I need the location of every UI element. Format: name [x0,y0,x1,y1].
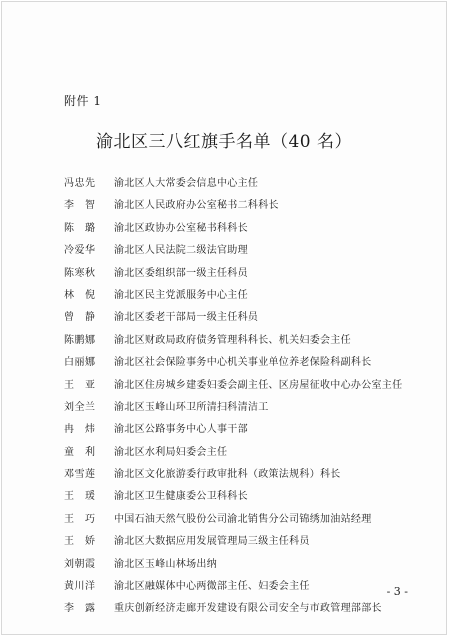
document-page [1,1,447,635]
list-item [64,352,424,374]
honoree-name: 王 娇 [64,536,96,548]
honoree-position: 渝北区融媒体中心两微部主任、妇委会主任 [114,581,310,593]
list-item [64,173,424,195]
honoree-name: 冯忠先 [64,178,96,189]
honoree-name: 陈 璐 [64,222,96,234]
honoree-name: 邓雪莲 [64,469,96,481]
honoree-position: 渝北区住房城乡建委妇委会副主任、区房屋征收中心办公室主任 [114,379,403,391]
list-item [64,195,424,217]
list-item [64,486,424,508]
list-item [64,464,424,486]
list-item [64,598,424,620]
honoree-position: 渝北区委老干部局一级主任科员 [114,312,259,324]
honoree-position: 渝北区民主党派服务中心主任 [114,289,248,301]
list-item [64,576,424,598]
honoree-name: 冷爱华 [64,245,96,257]
honoree-position: 渝北区水利局妇委会主任 [114,446,228,458]
honoree-position: 中国石油天然气股份公司渝北销售分公司锦绣加油站经理 [114,513,372,525]
honoree-position: 渝北区玉峰山环卫所清扫科清洁工 [114,401,269,413]
page-number: - 3 - [386,585,408,598]
honoree-name: 陈寒秋 [64,267,96,279]
honoree-position: 渝北区社会保险事务中心机关事业单位养老保险科副科长 [114,357,372,369]
honoree-name: 白丽娜 [64,357,96,369]
honoree-name: 冉 炜 [64,424,96,436]
honoree-name: 李 智 [64,200,96,212]
attachment-label: 附件 1 [64,94,102,108]
honoree-name: 王 巧 [64,513,96,525]
honoree-position: 渝北区大数据应用发展管理局三级主任科员 [114,536,310,548]
honoree-position: 渝北区财政局政府债务管理科科长、机关妇委会主任 [114,334,351,346]
honoree-name: 黄川洋 [64,581,96,593]
honoree-position: 渝北区人大常委会信息中心主任 [114,178,259,189]
honoree-name: 童 利 [64,446,96,458]
list-item [64,554,424,576]
list-item [64,330,424,352]
honoree-position: 渝北区人民法院二级法官助理 [114,245,248,257]
honoree-position: 渝北区公路事务中心人事干部 [114,424,248,436]
honoree-position: 重庆创新经济走廊开发建设有限公司安全与市政管理部部长 [114,603,382,615]
honoree-name: 王 亚 [64,379,96,391]
honoree-list [64,173,424,621]
list-item [64,263,424,285]
honoree-name: 陈鹏娜 [64,334,96,346]
list-item [64,531,424,553]
list-item [64,218,424,240]
honoree-name: 林 倪 [64,289,96,301]
honoree-position: 渝北区文化旅游委行政审批科（政策法规科）科长 [114,469,341,481]
honoree-position: 渝北区卫生健康委公卫科科长 [114,491,248,503]
list-item [64,397,424,419]
list-item [64,509,424,531]
list-item [64,307,424,329]
list-item [64,375,424,397]
honoree-name: 李 露 [64,603,96,615]
honoree-position: 渝北区政协办公室秘书科科长 [114,222,248,234]
list-item [64,442,424,464]
honoree-name: 王 瑗 [64,491,96,503]
list-item [64,419,424,441]
honoree-name: 曾 静 [64,312,96,324]
document-title: 渝北区三八红旗手名单（40 名） [95,132,353,152]
list-item [64,285,424,307]
honoree-position: 渝北区委组织部一级主任科员 [114,267,248,279]
honoree-name: 刘全兰 [64,401,96,413]
honoree-position: 渝北区人民政府办公室秘书二科科长 [114,200,279,212]
list-item [64,240,424,262]
honoree-position: 渝北区玉峰山林场出纳 [114,558,217,570]
honoree-name: 刘朝霞 [64,558,96,570]
